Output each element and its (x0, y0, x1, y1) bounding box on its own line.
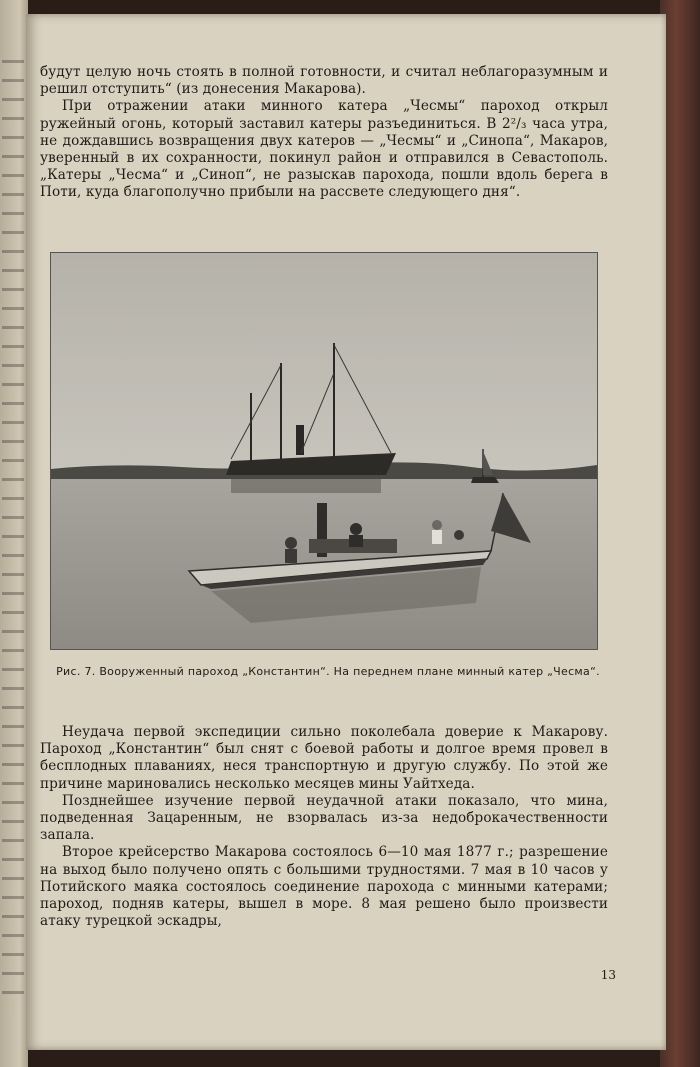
steamship-photo (50, 252, 598, 650)
paragraph: При отражении атаки минного катера „Чесмы“ пароход открыл ружейный огонь, который заставил катеры разъединиться. В 2²/₃ часа утра, не дождавшись возвращения двух катеров — „Чесмы“ и „Синопа“, Макаров, уверенный в их сохранности, покинул район и отправился в Севастополь. „Катеры „Чесма“ и „Синоп“, не разыскав парохода, пошли вдоль берега в Поти, куда благополучно прибыли на рассвете следующего дня“. (40, 98, 608, 201)
bottom-text-block (40, 724, 608, 930)
previous-page-edge (0, 0, 28, 1067)
paragraph: Неудача первой экспедиции сильно поколебала доверие к Макарову. Пароход „Константин“ был снят с боевой работы и долгое время провел в бесплодных плаваниях, неся транспортную и другую службу. По этой же причине мариновались несколько месяцев мины Уайтхеда. (40, 724, 608, 792)
page-number: 13 (600, 968, 616, 982)
paragraph: Второе крейсерство Макарова состоялось 6—10 мая 1877 г.; разрешение на выход было получено опять с большими трудностями. 7 мая в 10 часов у Потийского маяка состоялось соединение парохода с минными катерами; пароход, подняв катеры, вышел в море. 8 мая решено было произвести атаку турецкой эскадры, (40, 844, 608, 930)
figure-caption: Рис. 7. Вооруженный пароход „Константин“. На переднем плане минный катер „Чесма“. (56, 665, 600, 678)
book-page (26, 14, 666, 1050)
previous-page-text-marks (2, 60, 24, 1000)
paragraph: будут целую ночь стоять в полной готовности, и считал неблагоразумным и решил отступить“ (из донесения Макарова). (40, 64, 608, 98)
book-cover-edge (660, 0, 700, 1067)
top-text-block (40, 64, 608, 202)
paragraph: Позднейшее изучение первой неудачной атаки показало, что мина, подведенная Зацаренным, не взорвалась из-за недоброкачественности запала. (40, 792, 608, 844)
